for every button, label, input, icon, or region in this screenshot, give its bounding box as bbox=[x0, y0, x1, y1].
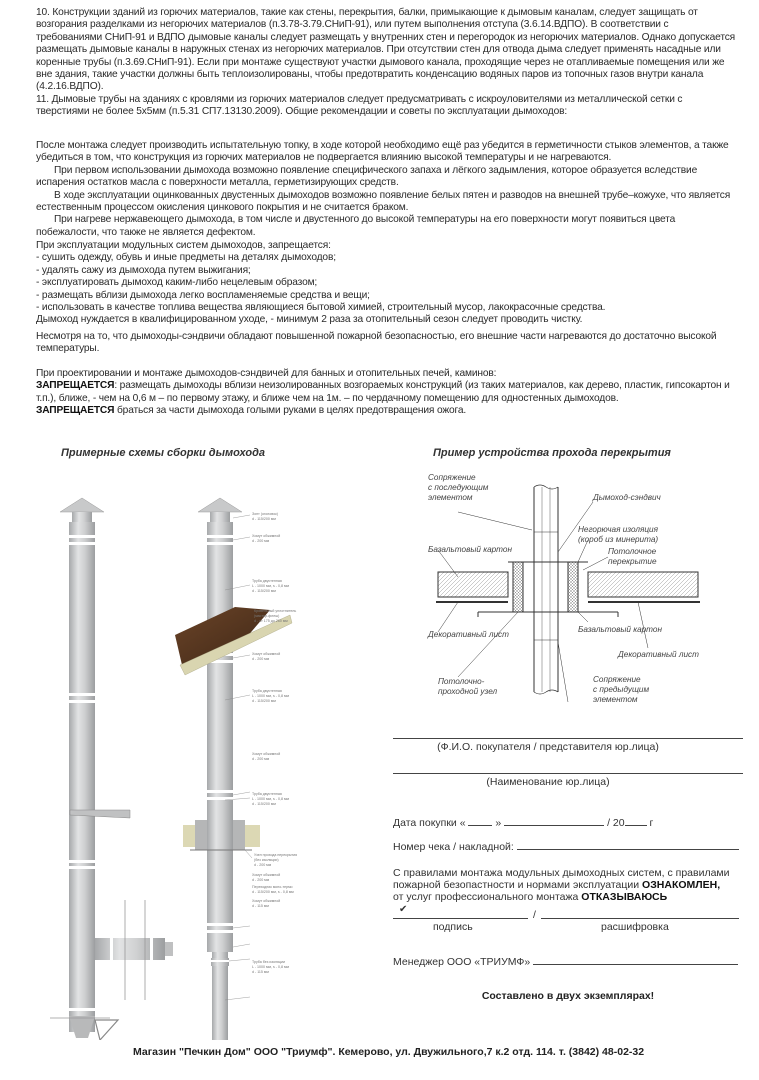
date-label: Дата покупки « bbox=[393, 817, 466, 829]
svg-text:Декоративный лист: Декоративный лист bbox=[428, 630, 509, 639]
left-chimney bbox=[50, 498, 173, 1040]
recommendation-stainless: При нагреве нержавеющего дымохода, в том числе и двустенного до высокой температуры на его поверхности могут появиться цвета побежалости, что также не является дефектом. bbox=[36, 214, 676, 238]
prohibited-item: - эксплуатировать дымоход каким-либо нецелевым образом; bbox=[36, 277, 318, 289]
recommendation-zinc: В ходе эксплуатации оцинкованных двустенных дымоходов возможно появление белых пятен и разводов на внешней трубе–кожухе, что является естественным процессом окисления цинкового покрытия и не считается браком. bbox=[36, 189, 731, 214]
refuse-text: от услуг профессионального монтажа bbox=[393, 891, 582, 903]
svg-text:Хомут обжимной: Хомут обжимной bbox=[252, 534, 281, 538]
svg-text:d - 115/200 мм: d - 115/200 мм bbox=[252, 589, 276, 593]
decode-field[interactable] bbox=[541, 918, 739, 919]
svg-text:с последующим: с последующим bbox=[428, 483, 489, 492]
copies-note: Составлено в двух экземплярах! bbox=[481, 990, 655, 1002]
acknowledgement bbox=[393, 867, 743, 903]
prohibited-item: - удалять сажу из дымохода путем выжигания; bbox=[36, 264, 251, 276]
ceiling-passage-diagram bbox=[418, 462, 718, 712]
svg-text:Потолочно-: Потолочно- bbox=[438, 677, 485, 686]
svg-text:Негорючая изоляция: Негорючая изоляция bbox=[578, 525, 658, 534]
svg-text:Зонт (оголовок): Зонт (оголовок) bbox=[252, 512, 278, 516]
svg-text:d - 115/200 мм: d - 115/200 мм bbox=[252, 802, 276, 806]
svg-text:(без изоляции): (без изоляции) bbox=[254, 858, 279, 862]
prohibited-title: При эксплуатации модульных систем дымоходов, запрещается: bbox=[36, 240, 331, 251]
store-footer: Магазин "Печкин Дом" ООО "Триумф". Кемерово, ул. Двужильного,7 к.2 отд. 114. т. (3842) 48-02-32 bbox=[133, 1046, 645, 1058]
svg-text:L - 1000 мм, s - 0,8 мм: L - 1000 мм, s - 0,8 мм bbox=[252, 584, 289, 588]
svg-text:Хомут обжимной: Хомут обжимной bbox=[252, 899, 281, 903]
manager-row bbox=[393, 955, 743, 968]
svg-text:d - 200 мм: d - 200 мм bbox=[252, 757, 270, 761]
signature-caption: подпись bbox=[433, 921, 473, 933]
prohibited-section bbox=[36, 240, 736, 327]
svg-text:d - 200 мм: d - 200 мм bbox=[252, 657, 270, 661]
date-month-field[interactable] bbox=[504, 816, 604, 826]
rule-11: 11. Дымовые трубы на зданиях с кровлями из горючих материалов следует предусматривать с искроуловителями из металлической сетки с тверстиями не более 5х5мм (п.5.31 СП7.13130.2009). Общие рекомендации и советы по эксплуатации дымоходов: bbox=[36, 93, 683, 118]
svg-text:проходной узел: проходной узел bbox=[438, 687, 498, 696]
svg-text:с предыдущим: с предыдущим bbox=[593, 685, 650, 694]
passage-diagram-title: Пример устройства прохода перекрытия bbox=[433, 447, 671, 459]
ack-bold: ОЗНАКОМЛЕН, bbox=[642, 879, 721, 891]
ban-text: браться за части дымохода голыми руками в целях предотвращения ожога. bbox=[114, 405, 467, 417]
chimney-assembly-diagram bbox=[40, 460, 370, 1040]
ban-2 bbox=[36, 405, 736, 417]
cleaning-note: Дымоход нуждается в квалифицированном уходе, - минимум 2 раза за отопительный сезон следует проводить чистку. bbox=[36, 314, 583, 326]
prohibited-item: - использовать в качестве топлива вещества являющиеся бытовой химией, строительный мусор, лакокрасочные средства. bbox=[36, 302, 606, 314]
purchase-date-row bbox=[393, 816, 743, 829]
svg-text:L - 1000 мм, s - 0,8 мм: L - 1000 мм, s - 0,8 мм bbox=[252, 694, 289, 698]
svg-text:d - 115 мм: d - 115 мм bbox=[252, 904, 269, 908]
svg-text:d - 115/200 мм, s - 0,8 мм: d - 115/200 мм, s - 0,8 мм bbox=[252, 890, 294, 894]
svg-text:Хомут обжимной: Хомут обжимной bbox=[252, 652, 281, 656]
manager-field[interactable] bbox=[533, 955, 738, 965]
svg-text:Узел прохода перекрытия: Узел прохода перекрытия bbox=[254, 853, 298, 857]
rules-section bbox=[36, 7, 736, 119]
ban-label: ЗАПРЕЩАЕТСЯ bbox=[36, 405, 115, 417]
refuse-bold: ОТКАЗЫВАЮСЬ bbox=[581, 891, 668, 903]
prohibited-item: - сушить одежду, обувь и иные предметы на деталях дымоходов; bbox=[36, 252, 336, 264]
prohibited-item: - размещать вблизи дымохода легко воспламеняемые средства и вещи; bbox=[36, 289, 370, 301]
ban-label: ЗАПРЕЩАЕТСЯ bbox=[36, 380, 115, 392]
decode-caption: расшифровка bbox=[601, 921, 669, 933]
date-year-field[interactable] bbox=[625, 816, 647, 826]
svg-text:Кровельный уплотнитель: Кровельный уплотнитель bbox=[254, 609, 297, 613]
svg-text:Труба двустенная: Труба двустенная bbox=[252, 579, 282, 583]
rule-10: 10. Конструкции зданий из горючих материалов, такие как стены, перекрытия, балки, примыкающие к дымовым каналам, следует защищать от возгорания разделками из негорючих материалов (п.3.78-3.79.СНиП-91), или путем выполнения отступа (3.6.14.ВДПО). В соответствии с требованиями СНиП-91 и ВДПО дымовые каналы следует размещать у внутренних стен и перегородок из негорючих материалов. Однако допускается размещать дымовые каналы в наружных стенах из негорючих материалов. При отсутствии стен для отвода дыма следует применять насадные или коренные трубы (п.3.69.СНиП-91). Если при монтаже существуют участки дымового канала, проходящие через не отапливаемые помещения или же вне здания, такие участки должны быть теплоизолированы, чтобы предотвратить конденсацию водяных паров из топочных газов внутри канала (4.2.16.ВДПО). bbox=[36, 7, 736, 93]
svg-text:Потолочное: Потолочное bbox=[608, 547, 657, 556]
svg-text:L - 1000 мм, s - 0,8 мм: L - 1000 мм, s - 0,8 мм bbox=[252, 965, 289, 969]
buyer-name-block bbox=[393, 738, 743, 753]
recommendations-section bbox=[36, 140, 736, 239]
svg-text:Декоративный лист: Декоративный лист bbox=[618, 650, 699, 659]
svg-text:элементом: элементом bbox=[428, 493, 473, 502]
receipt-row bbox=[393, 840, 743, 853]
svg-text:(короб из минерита): (короб из минерита) bbox=[578, 535, 659, 544]
ban-1 bbox=[36, 380, 736, 405]
assembly-diagram-title: Примерные схемы сборки дымохода bbox=[61, 447, 266, 459]
sandwich-section bbox=[36, 331, 736, 417]
slash: / bbox=[533, 909, 536, 921]
svg-text:(мастер-флеш): (мастер-флеш) bbox=[254, 614, 280, 618]
svg-text:Хомут обжимной: Хомут обжимной bbox=[252, 752, 281, 756]
svg-text:d - 200 мм: d - 200 мм bbox=[252, 878, 270, 882]
check-mark-icon: ✔ bbox=[399, 904, 408, 915]
receipt-number-field[interactable] bbox=[517, 840, 739, 850]
date-year-label: / 20 bbox=[607, 817, 625, 829]
svg-text:d - от 175 до 260 мм: d - от 175 до 260 мм bbox=[254, 619, 288, 623]
svg-text:d - 115/200 мм: d - 115/200 мм bbox=[252, 699, 276, 703]
design-intro: При проектировании и монтаже дымоходов-сэндвичей для банных и отопительных печей, каминов: bbox=[36, 367, 497, 379]
date-suffix: г bbox=[649, 817, 654, 829]
svg-text:Сопряжение: Сопряжение bbox=[593, 675, 641, 684]
buyer-name-field[interactable] bbox=[393, 738, 743, 739]
svg-text:Труба двустенная: Труба двустенная bbox=[252, 792, 282, 796]
sandwich-note: Несмотря на то, что дымоходы-сэндвичи обладают повышенной пожарной безопасностью, его внешние части нагреваются до достаточно высокой температуры. bbox=[36, 331, 717, 355]
svg-text:Труба двустенная: Труба двустенная bbox=[252, 689, 282, 693]
svg-text:d - 115/200 мм: d - 115/200 мм bbox=[252, 517, 276, 521]
buyer-caption: (Ф.И.О. покупателя / представителя юр.лица) bbox=[437, 741, 659, 753]
recommendation-test-firing: После монтажа следует производить испытательную топку, в ходе которой необходимо ещё раз убедится в герметичности стыков элементов, а также убедиться в том, что конструкция из горючих материалов не подвергается влиянию высокой температуры и не нагреваются. bbox=[36, 140, 729, 164]
date-mid: » bbox=[495, 817, 502, 829]
svg-text:элементом: элементом bbox=[593, 695, 638, 704]
svg-text:Базальтовый картон: Базальтовый картон bbox=[578, 625, 662, 634]
svg-text:перекрытие: перекрытие bbox=[608, 557, 657, 566]
ack-text: С правилами монтажа модульных дымоходных систем, с правилами пожарной безопастности и нормами эксплуатации bbox=[393, 867, 730, 891]
svg-text:Базальтовый картон: Базальтовый картон bbox=[428, 545, 512, 554]
org-name-field[interactable] bbox=[393, 773, 743, 774]
svg-text:d - 115 мм: d - 115 мм bbox=[252, 970, 269, 974]
org-name-block bbox=[393, 773, 743, 788]
recommendation-first-use: При первом использовании дымохода возможно появление специфического запаха и лёгкого задымления, которое образуется вследствие испарения остатков масла с поверхности металла, герметизирующих средств. bbox=[36, 164, 698, 189]
ban-text: : размещать дымоходы вблизи неизолированных возгораемых конструкций (из таких материалов, как дерево, пластик, гипсокартон и т.п.), ближе, - чем на 0,6 м – по первому этажу, и ближе чем на 1м. – по чердачному помещению для одностенных дымоходов. bbox=[36, 380, 730, 404]
svg-text:Сопряжение: Сопряжение bbox=[428, 473, 476, 482]
manager-label: Менеджер ООО «ТРИУМФ» bbox=[393, 956, 531, 968]
signature-field[interactable] bbox=[393, 918, 528, 919]
svg-text:d - 200 мм: d - 200 мм bbox=[254, 863, 272, 867]
receipt-label: Номер чека / накладной: bbox=[393, 841, 514, 853]
date-day-field[interactable] bbox=[468, 816, 492, 826]
svg-text:Труба без изоляции: Труба без изоляции bbox=[252, 960, 285, 964]
assembly-labels bbox=[225, 512, 297, 1000]
svg-text:d - 200 мм: d - 200 мм bbox=[252, 539, 270, 543]
svg-text:Хомут обжимной: Хомут обжимной bbox=[252, 873, 281, 877]
svg-text:L - 1000 мм, s - 0,8 мм: L - 1000 мм, s - 0,8 мм bbox=[252, 797, 289, 801]
org-caption: (Наименование юр.лица) bbox=[486, 776, 610, 788]
svg-text:Переходник моно-термо: Переходник моно-термо bbox=[252, 885, 293, 889]
svg-text:Дымоход-сэндвич: Дымоход-сэндвич bbox=[593, 493, 661, 502]
